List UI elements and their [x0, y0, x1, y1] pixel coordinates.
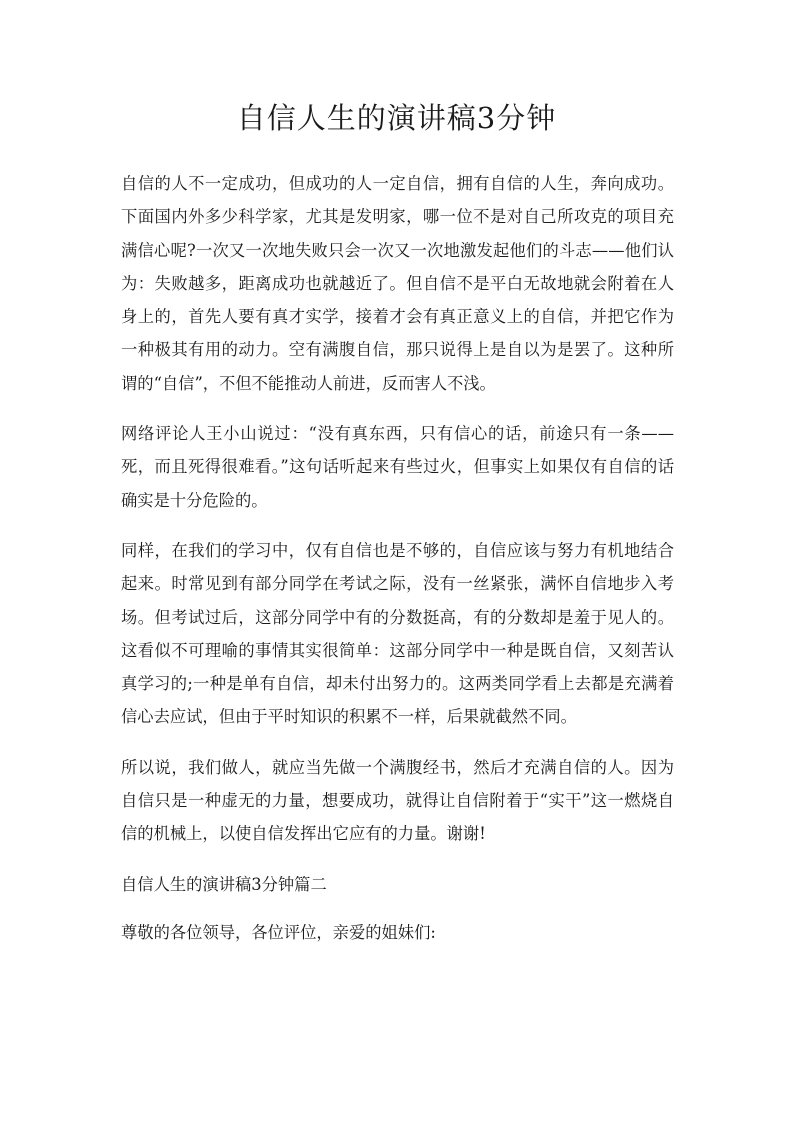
paragraph-4: 所以说，我们做人，就应当先做一个满腹经书，然后才充满自信的人。因为自信只是一种虚无的力量，想要成功，就得让自信附着于“实干”这一燃烧自信的机械上，以使自信发挥出它应有的力量。谢谢! — [121, 757, 674, 844]
paragraph-1: 自信的人不一定成功，但成功的人一定自信，拥有自信的人生，奔向成功。下面国内外多少科学家，尤其是发明家，哪一位不是对自己所攻克的项目充满信心呢?一次又一次地失败只会一次又一次地激发起他们的斗志——他们认为：失败越多，距离成功也就越近了。但自信不是平白无故地就会附着在人身上的，首先人要有真才实学，接着才会有真正意义上的自信，并把它作为一种极其有用的动力。空有满腹自信，那只说得上是自以为是罢了。这种所谓的“自信”，不但不能推动人前进，反而害人不浅。 — [121, 174, 674, 393]
page-title: 自信人生的演讲稿3分钟 — [236, 101, 557, 135]
section-heading-part-two: 自信人生的演讲稿3分钟篇二 — [121, 874, 327, 894]
document-body — [121, 167, 674, 964]
salutation: 尊敬的各位领导，各位评位，亲爱的姐妹们: — [121, 922, 436, 942]
paragraph-3: 同样，在我们的学习中，仅有自信也是不够的，自信应该与努力有机地结合起来。时常见到有部分同学在考试之际，没有一丝紧张，满怀自信地步入考场。但考试过后，这部分同学中有的分数挺高，有的分数却是羞于见人的。这看似不可理喻的事情其实很简单：这部分同学中一种是既自信，又刻苦认真学习的;一种是单有自信，却未付出努力的。这两类同学看上去都是充满着信心去应试，但由于平时知识的积累不一样，后果就截然不同。 — [121, 540, 674, 727]
paragraph-2: 网络评论人王小山说过：“没有真东西，只有信心的话，前途只有一条——死，而且死得很难看。”这句话听起来有些过火，但事实上如果仅有自信的话确实是十分危险的。 — [121, 424, 674, 510]
